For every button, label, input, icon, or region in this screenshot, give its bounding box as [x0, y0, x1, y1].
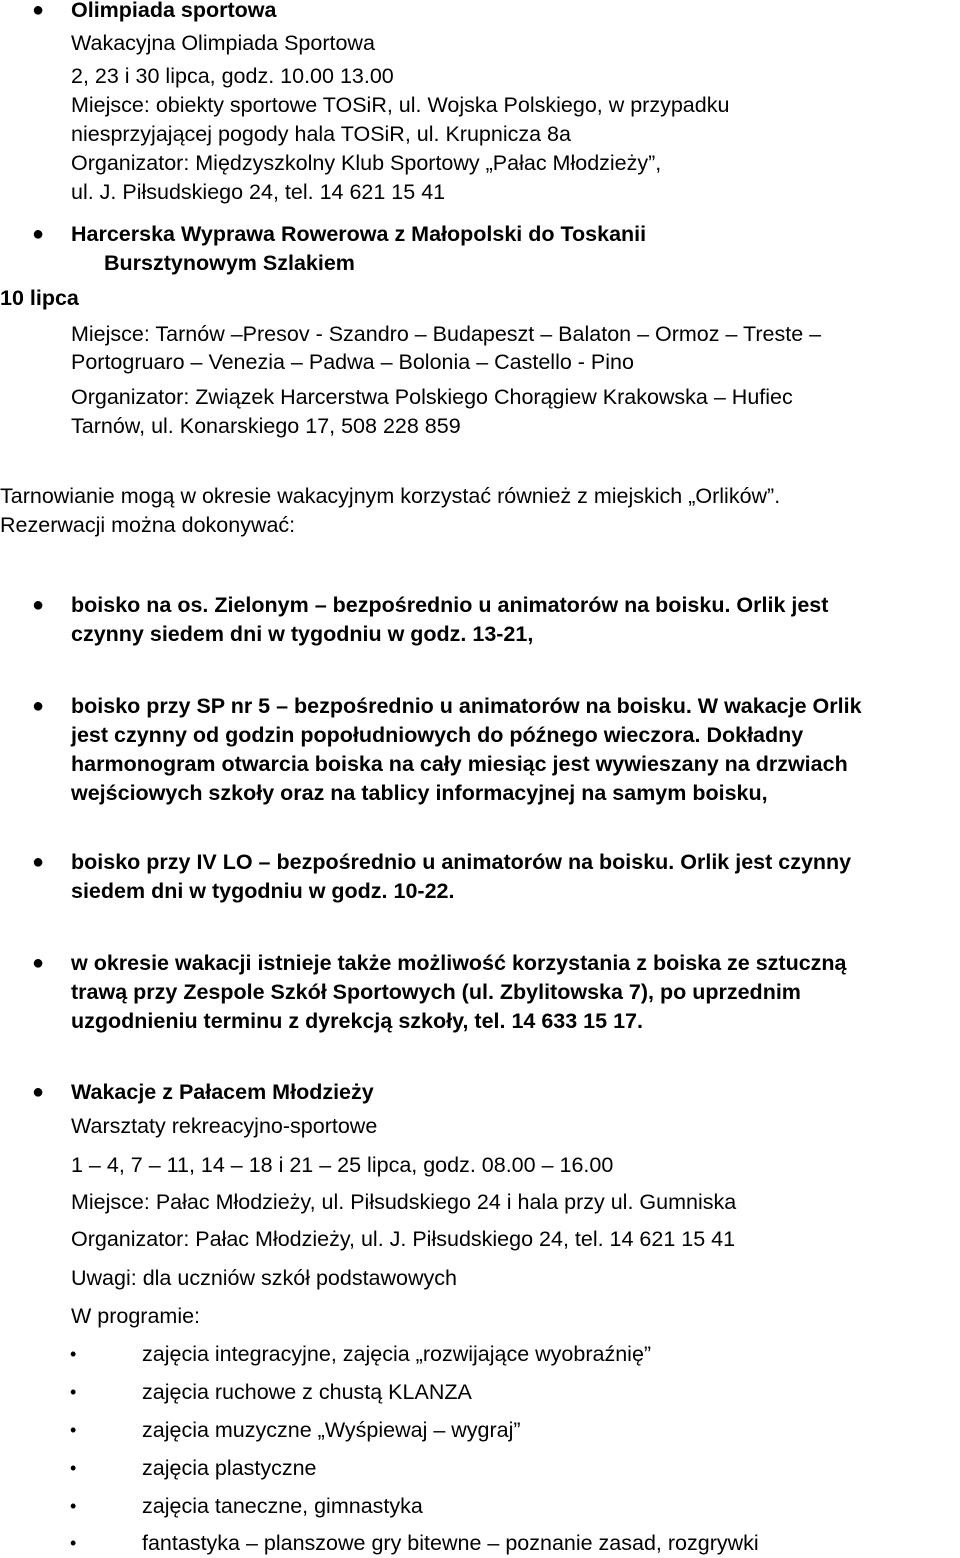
palac-line: Uwagi: dla uczniów szkół podstawowych [71, 1266, 457, 1290]
orlik-line: siedem dni w tygodniu w godz. 10-22. [71, 879, 455, 903]
palac-line: Miejsce: Pałac Młodzieży, ul. Piłsudskiego 24 i hala przy ul. Gumniska [71, 1190, 737, 1214]
harcerska-date: 10 lipca [0, 286, 79, 310]
bullet-icon: ● [32, 952, 45, 974]
orlik-line: wejściowych szkoły oraz na tablicy informacyjnej na samym boisku, [71, 781, 768, 805]
palac-line: W programie: [71, 1304, 201, 1328]
bullet-icon: ● [32, 851, 45, 873]
bullet-icon: ● [32, 223, 45, 245]
bullet-icon: • [70, 1496, 77, 1516]
orlik-line: boisko przy IV LO – bezpośrednio u animatorów na boisku. Orlik jest czynny [71, 850, 852, 874]
program-item-label: zajęcia taneczne, gimnastyka [142, 1494, 423, 1518]
harcerska-title [71, 220, 951, 278]
bullet-icon: • [70, 1420, 77, 1440]
harcerska-line: Organizator: Związek Harcerstwa Polskiego Chorągiew Krakowska – Hufiec [71, 385, 793, 409]
harcerska-text [71, 320, 951, 441]
olimpiada-line: 2, 23 i 30 lipca, godz. 10.00 13.00 [71, 64, 394, 88]
olimpiada-title: Olimpiada sportowa [71, 0, 277, 22]
palac-text [71, 1078, 951, 1107]
bullet-icon: • [70, 1344, 77, 1364]
bullet-icon: • [70, 1382, 77, 1402]
orlik-item-text [71, 949, 951, 1036]
bullet-icon: ● [32, 594, 45, 616]
harcerska-title-line2: Bursztynowym Szlakiem [104, 251, 355, 275]
orlik-item-text [71, 848, 951, 906]
orlik-line: jest czynny od godzin popołudniowych do późnego wieczora. Dokładny [71, 723, 804, 747]
olimpiada-line: Organizator: Międzyszkolny Klub Sportowy „Pałac Młodzieży”, [71, 151, 662, 175]
harcerska-line: Tarnów, ul. Konarskiego 17, 508 228 859 [71, 414, 461, 438]
orlik-line: czynny siedem dni w tygodniu w godz. 13-21, [71, 622, 534, 646]
harcerska-line: Miejsce: Tarnów –Presov - Szandro – Budapeszt – Balaton – Ormoz – Treste – [71, 322, 822, 346]
palac-line: Organizator: Pałac Młodzieży, ul. J. Piłsudskiego 24, tel. 14 621 15 41 [71, 1227, 736, 1251]
palac-title: Wakacje z Pałacem Młodzieży [71, 1080, 374, 1104]
orlik-line: boisko przy SP nr 5 – bezpośrednio u animatorów na boisku. W wakacje Orlik [71, 694, 862, 718]
orlik-line: w okresie wakacji istnieje także możliwość korzystania z boiska ze sztuczną [71, 951, 847, 975]
program-item-label: fantastyka – planszowe gry bitewne – poznanie zasad, rozgrywki [142, 1531, 759, 1555]
harcerska-line: Portogruaro – Venezia – Padwa – Bolonia – Castello - Pino [71, 350, 634, 374]
harcerska-title-line1: Harcerska Wyprawa Rowerowa z Małopolski do Toskanii [71, 222, 647, 246]
orlik-line: harmonogram otwarcia boiska na cały miesiąc jest wywieszany na drzwiach [71, 752, 848, 776]
orlik-item-text [71, 692, 951, 808]
olimpiada-line: Wakacyjna Olimpiada Sportowa [71, 31, 375, 55]
olimpiada-line: ul. J. Piłsudskiego 24, tel. 14 621 15 41 [71, 180, 446, 204]
bullet-icon: • [70, 1533, 77, 1553]
orliki-intro-2: Rezerwacji można dokonywać: [0, 513, 296, 537]
orlik-line: boisko na os. Zielonym – bezpośrednio u animatorów na boisku. Orlik jest [71, 593, 829, 617]
olimpiada-line: niesprzyjającej pogody hala TOSiR, ul. Krupnicza 8a [71, 122, 571, 146]
orlik-item-text [71, 591, 951, 649]
orlik-line: uzgodnieniu terminu z dyrekcją szkoły, tel. 14 633 15 17. [71, 1009, 643, 1033]
bullet-icon: • [70, 1458, 77, 1478]
orlik-line: trawą przy Zespole Szkół Sportowych (ul. Zbylitowska 7), po uprzednim [71, 980, 801, 1004]
palac-line: Warsztaty rekreacyjno-sportowe [71, 1114, 378, 1138]
program-item-label: zajęcia muzyczne „Wyśpiewaj – wygraj” [142, 1418, 521, 1442]
program-item-label: zajęcia ruchowe z chustą KLANZA [142, 1380, 472, 1404]
bullet-icon: ● [32, 0, 45, 21]
olimpiada-text [71, 0, 951, 207]
olimpiada-line: Miejsce: obiekty sportowe TOSiR, ul. Wojska Polskiego, w przypadku [71, 93, 730, 117]
orliki-intro-1: Tarnowianie mogą w okresie wakacyjnym korzystać również z miejskich „Orlików”. [0, 484, 781, 508]
palac-line: 1 – 4, 7 – 11, 14 – 18 i 21 – 25 lipca, godz. 08.00 – 16.00 [71, 1153, 614, 1177]
bullet-icon: ● [32, 1081, 45, 1103]
program-item-label: zajęcia integracyjne, zajęcia „rozwijające wyobraźnię” [142, 1342, 652, 1366]
bullet-icon: ● [32, 695, 45, 717]
program-item-label: zajęcia plastyczne [142, 1456, 317, 1480]
